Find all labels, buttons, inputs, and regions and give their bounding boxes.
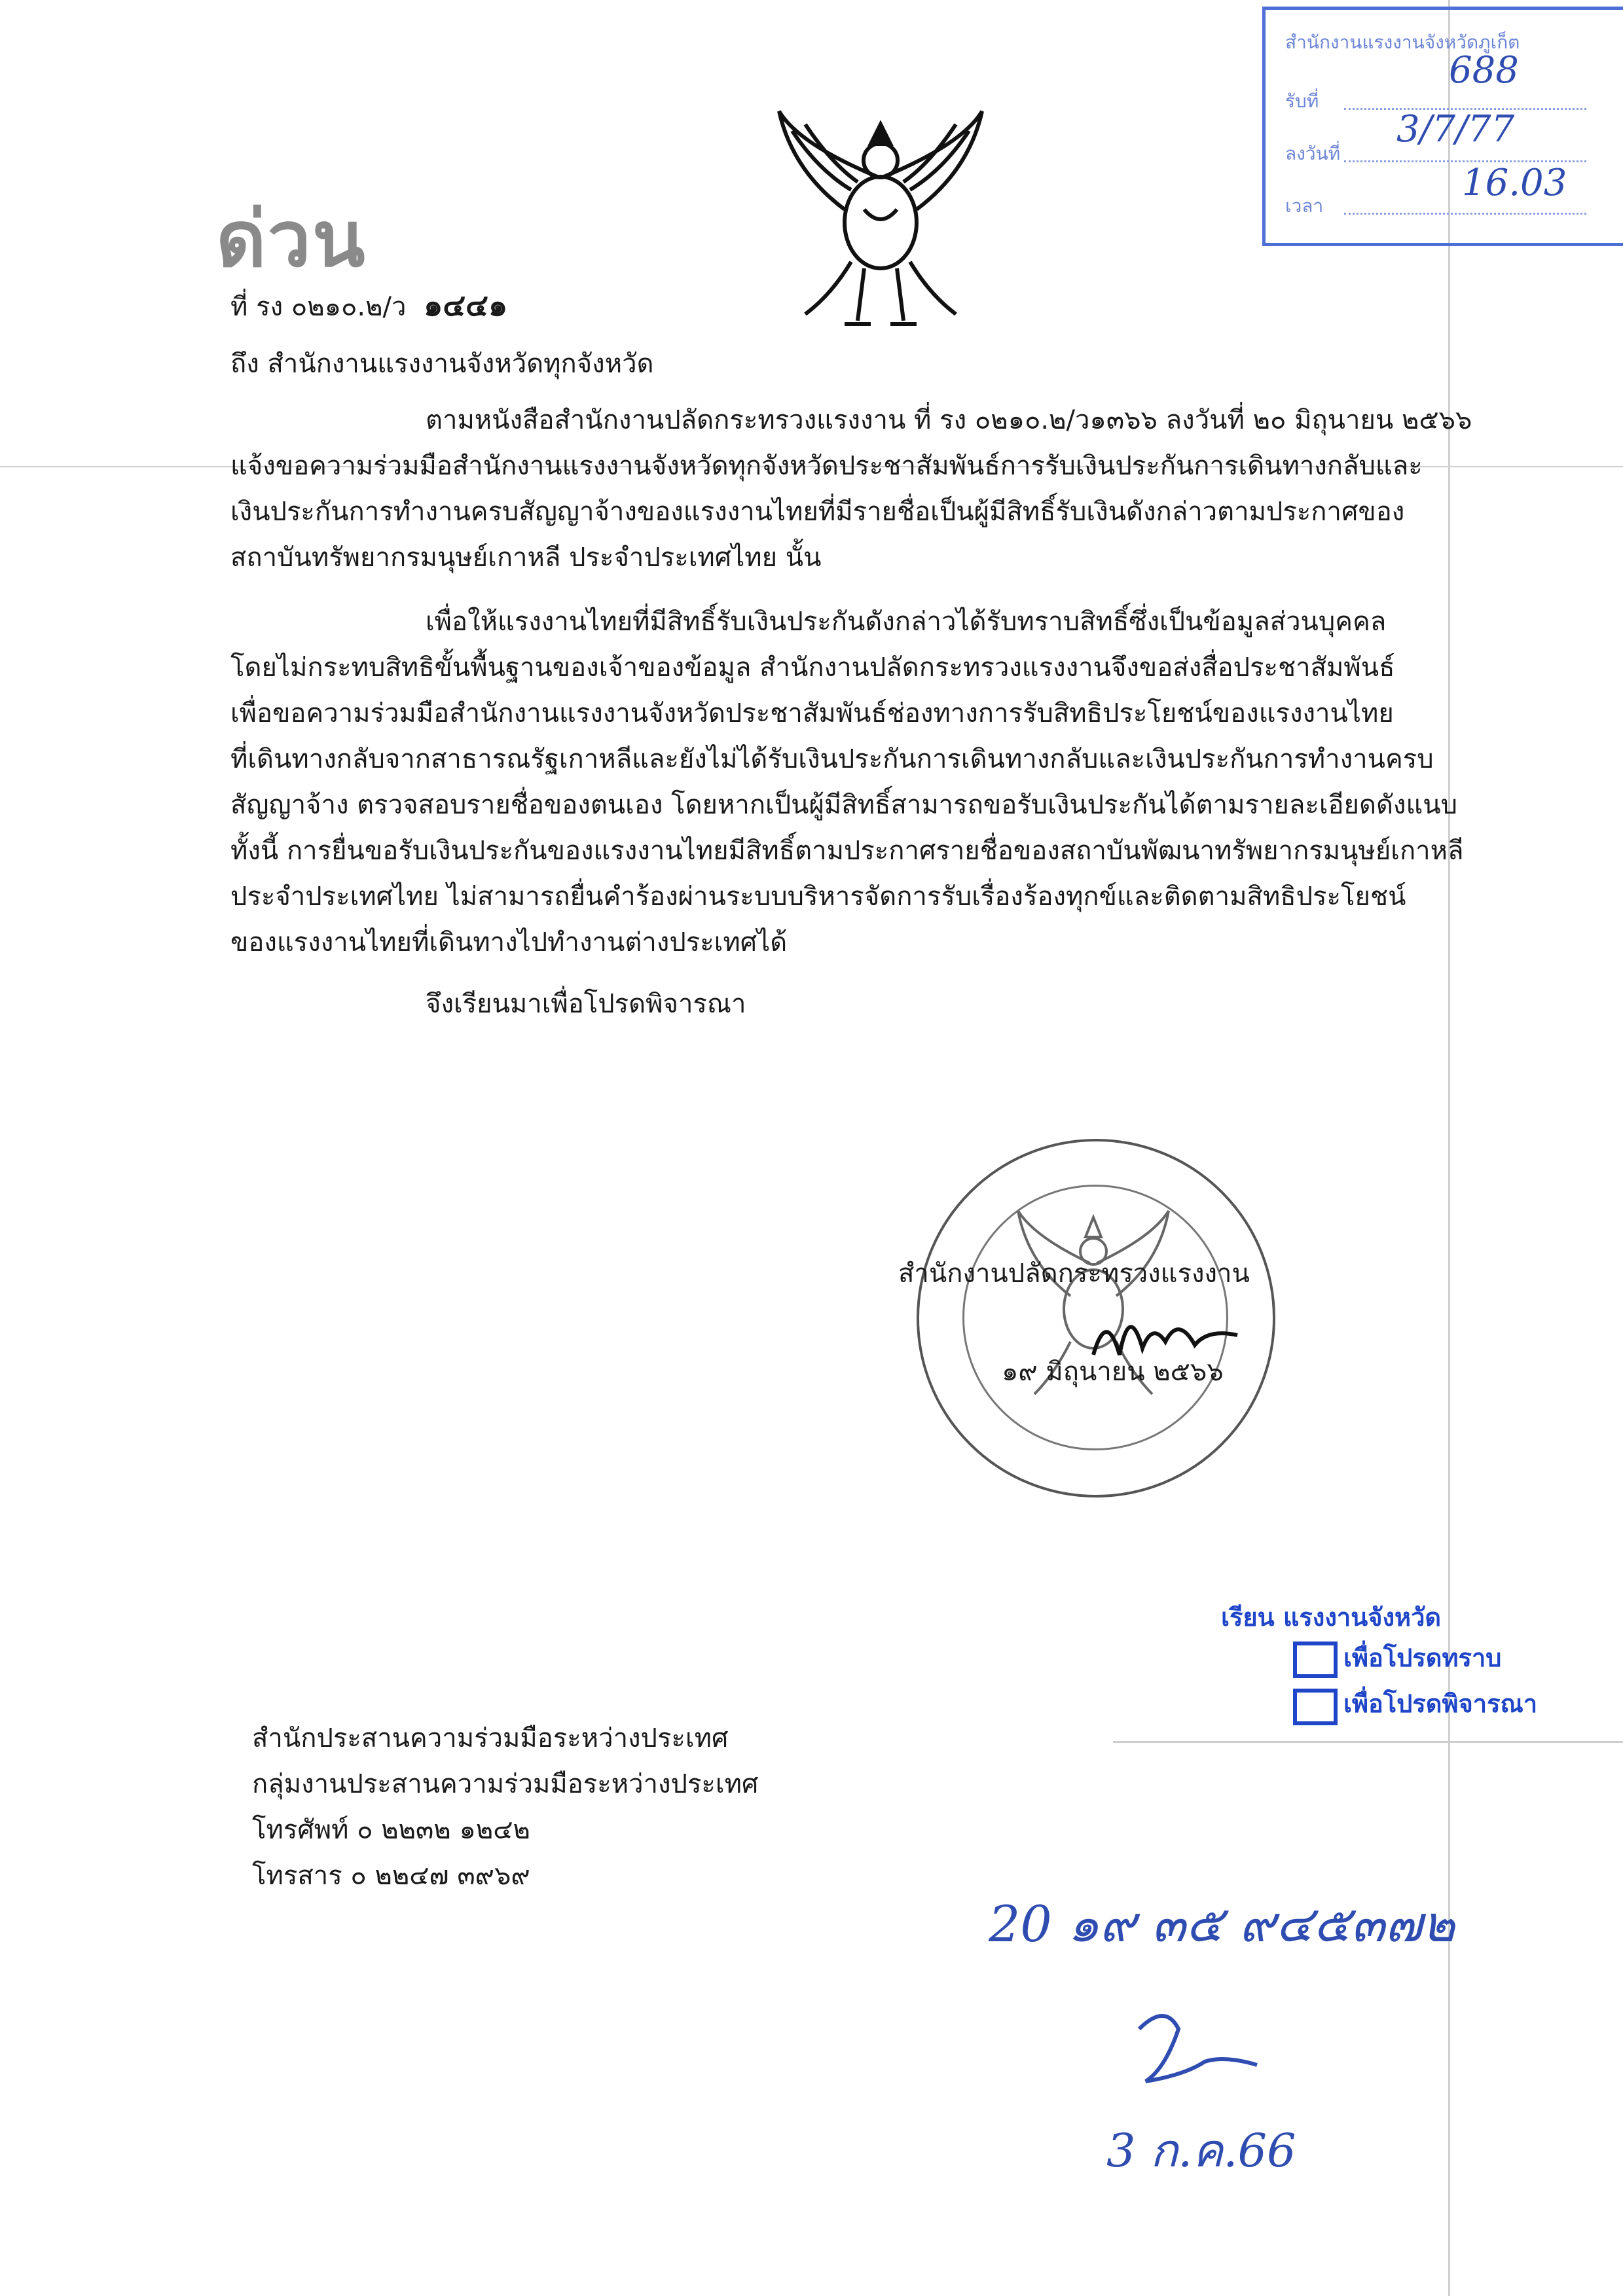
paragraph-2-line: ของแรงงานไทยที่เดินทางไปทำงานต่างประเทศได้ [230, 927, 788, 958]
recipient-line: ถึง สำนักงานแรงงานจังหวัดทุกจังหวัด [230, 349, 654, 379]
signature-date: ๑๙ มิถุนายน ๒๕๖๖ [1002, 1357, 1224, 1387]
receipt-time-handwritten: 16.03 [1462, 162, 1567, 204]
paragraph-2-line: เพื่อขอความร่วมมือสำนักงานแรงงานจังหวัดประชาสัมพันธ์ช่องทางการรับสิทธิประโยชน์ของแรงงานไทย [230, 698, 1394, 728]
footer-division-line: กลุ่มงานประสานความร่วมมือระหว่างประเทศ [252, 1769, 759, 1799]
routing-stamp-title: เรียน แรงงานจังหวัด [1221, 1603, 1442, 1632]
footer-phone-line: โทรศัพท์ ๐ ๒๒๓๒ ๑๒๔๒ [252, 1815, 530, 1845]
receipt-field-dots [1344, 213, 1586, 215]
receipt-number-handwritten: 688 [1449, 49, 1519, 92]
paragraph-1-line: แจ้งขอความร่วมมือสำนักงานแรงงานจังหวัดทุกจังหวัดประชาสัมพันธ์การรับเงินประกันการเดินทางกลับและ [230, 451, 1423, 481]
receipt-stamp-header: สำนักงานแรงงานจังหวัดภูเก็ต [1285, 31, 1520, 53]
paragraph-2-line: เพื่อให้แรงงานไทยที่มีสิทธิ์รับเงินประกันดังกล่าวได้รับทราบสิทธิ์ซึ่งเป็นข้อมูลส่วนบุคคล [426, 607, 1387, 637]
signature-office: สำนักงานปลัดกระทรวงแรงงาน [898, 1259, 1250, 1289]
receipt-field-label: เวลา [1285, 195, 1324, 217]
paragraph-1-line: ตามหนังสือสำนักงานปลัดกระทรวงแรงงาน ที่ รง ๐๒๑๐.๒/ว๑๓๖๖ ลงวันที่ ๒๐ มิถุนายน ๒๕๖๖ [426, 405, 1472, 435]
receipt-stamp [1262, 7, 1623, 246]
paragraph-2-line: ประจำประเทศไทย ไม่สามารถยื่นคำร้องผ่านระบบบริหารจัดการรับเรื่องร้องทุกข์และติดตามสิทธิประโยชน์ [230, 882, 1406, 912]
routing-option-consider: เพื่อโปรดพิจารณา [1343, 1689, 1538, 1718]
paragraph-1-line: เงินประกันการทำงานครบสัญญาจ้างของแรงงานไทยที่มีรายชื่อเป็นผู้มีสิทธิ์รับเงินดังกล่าวตามประกาศของ [230, 497, 1405, 527]
document-number-prefix: ที่ รง ๐๒๑๐.๒/ว [230, 292, 407, 322]
paragraph-2-line: โดยไม่กระทบสิทธิขั้นพื้นฐานของเจ้าของข้อมูล สำนักงานปลัดกระทรวงแรงงานจึงขอส่งสื่อประชาสัมพันธ์ [230, 653, 1395, 683]
paragraph-2-line: ที่เดินทางกลับจากสาธารณรัฐเกาหลีและยังไม่ได้รับเงินประกันการเดินทางกลับและเงินประกันการทำงานครบ [230, 744, 1434, 774]
receipt-field-label: ลงวันที่ [1285, 143, 1341, 164]
closing-line: จึงเรียนมาเพื่อโปรดพิจารณา [426, 989, 746, 1019]
document-number [230, 288, 507, 324]
document-number-value: ๑๔๔๑ [424, 287, 508, 323]
receipt-date-handwritten: 3/7/77 [1396, 108, 1515, 151]
checkbox-consider[interactable] [1293, 1689, 1338, 1725]
handwritten-date: 3 ก.ค.66 [1106, 2124, 1296, 2178]
paragraph-2-line: ทั้งนี้ การยื่นขอรับเงินประกันของแรงงานไทยมีสิทธิ์ตามประกาศรายชื่อของสถาบันพัฒนาทรัพยากรมนุษย์เกาหลี [230, 836, 1464, 866]
paragraph-1-line: สถาบันทรัพยากรมนุษย์เกาหลี ประจำประเทศไทย นั้น [230, 543, 822, 573]
fold-line-horizontal-lower [1113, 1741, 1623, 1743]
handwritten-initial [1126, 2003, 1270, 2094]
handwritten-note: 20 ๑๙ ๓๕ ๙๔๕๓๗๒ [989, 1895, 1455, 1953]
paragraph-2-line: สัญญาจ้าง ตรวจสอบรายชื่อของตนเอง โดยหากเป็นผู้มีสิทธิ์สามารถขอรับเงินประกันได้ตามรายละเอียดดังแนบ [230, 790, 1457, 820]
checkbox-acknowledge[interactable] [1293, 1641, 1338, 1678]
routing-option-acknowledge: เพื่อโปรดทราบ [1343, 1643, 1502, 1672]
receipt-field-label: รับที่ [1285, 90, 1319, 112]
footer-office-line: สำนักประสานความร่วมมือระหว่างประเทศ [252, 1723, 729, 1753]
garuda-emblem-icon [773, 98, 989, 334]
footer-fax-line: โทรสาร ๐ ๒๒๔๗ ๓๙๖๙ [252, 1861, 530, 1891]
urgent-label: ด่วน [216, 194, 367, 284]
